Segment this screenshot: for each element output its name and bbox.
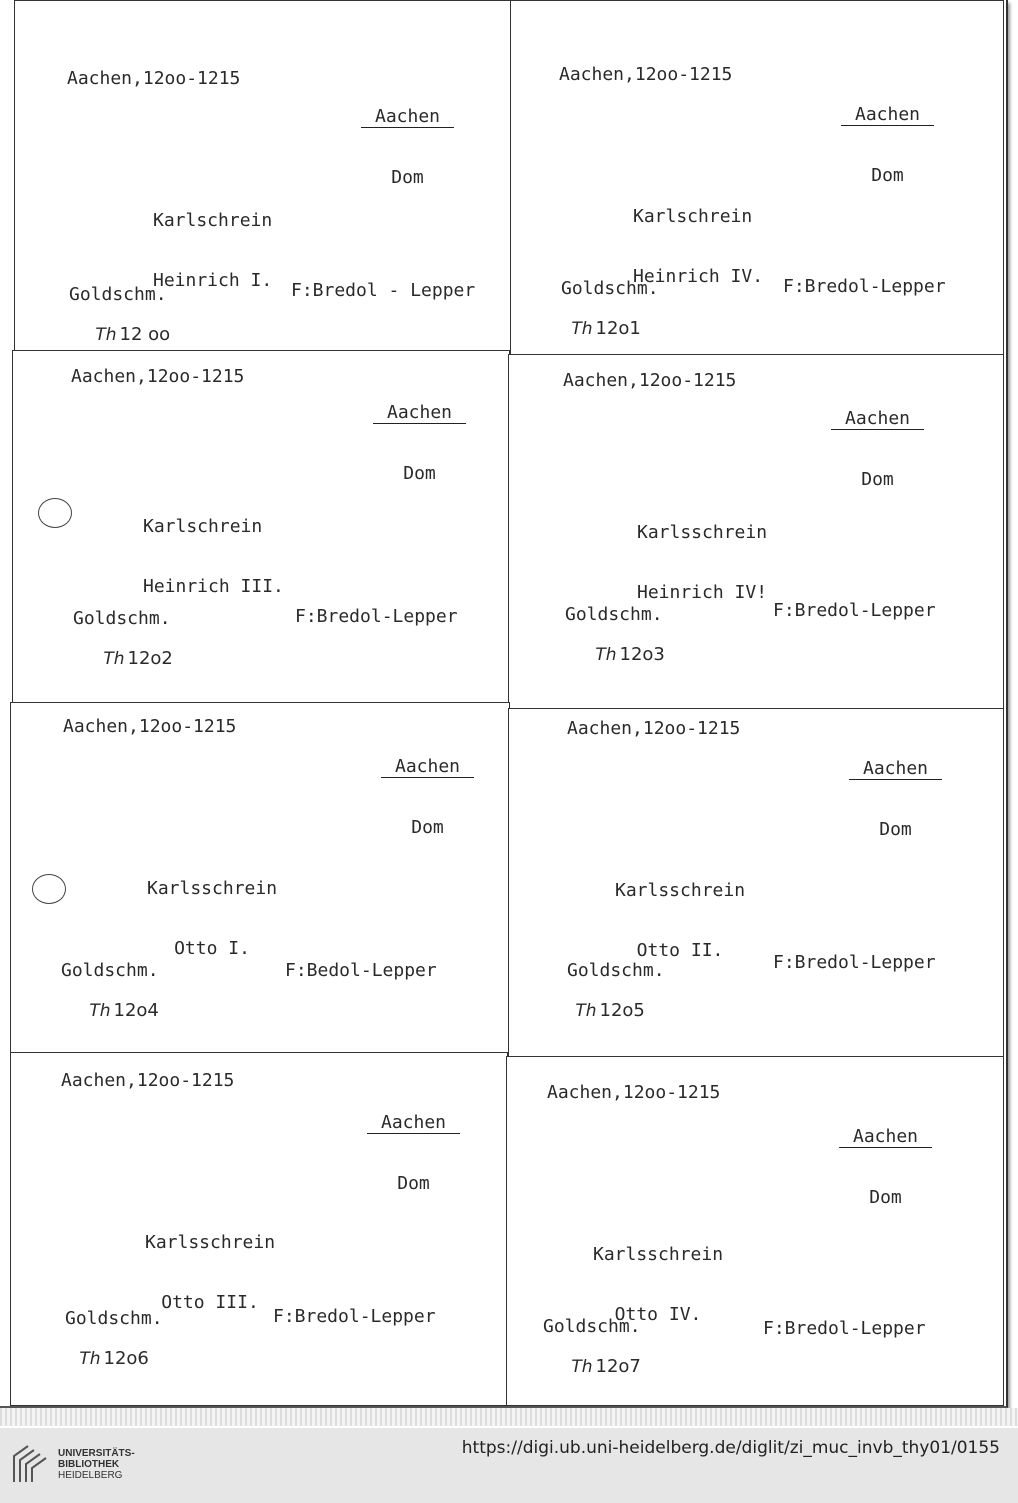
card-header: Aachen,12oo-1215 xyxy=(559,64,733,85)
card-number-value: 12 oo xyxy=(119,324,171,345)
card-title-line2: Otto IV. xyxy=(614,1304,702,1325)
punch-hole xyxy=(32,874,66,904)
card-location-city: Aachen xyxy=(361,107,454,128)
card-number-mark: Th xyxy=(571,1357,593,1377)
card-number-value: 12o3 xyxy=(619,644,665,665)
card-title-line2: Otto II. xyxy=(636,940,724,961)
card-header: Aachen,12oo-1215 xyxy=(563,370,737,391)
card-material: Goldschm. xyxy=(73,608,171,629)
card-number xyxy=(541,981,645,1041)
card-location-city: Aachen xyxy=(849,759,942,780)
card-number-mark: Th xyxy=(95,325,117,345)
card-number-mark: Th xyxy=(571,319,593,339)
card-number-mark: Th xyxy=(103,649,125,669)
card-photographer: F:Bedol-Lepper xyxy=(285,960,437,981)
card-title xyxy=(153,171,272,331)
card-number xyxy=(45,1329,149,1389)
index-card xyxy=(10,1052,508,1406)
index-card xyxy=(14,0,512,352)
card-location-sub: Dom xyxy=(869,1187,902,1208)
card-number-value: 12o2 xyxy=(127,648,173,669)
card-location-sub: Dom xyxy=(403,463,436,484)
library-name xyxy=(58,1448,135,1481)
card-number-value: 12o5 xyxy=(599,1000,645,1021)
card-header: Aachen,12oo-1215 xyxy=(63,716,237,737)
index-card xyxy=(510,0,1004,356)
card-location-sub: Dom xyxy=(879,819,912,840)
card-photographer: F:Bredol-Lepper xyxy=(773,600,936,621)
card-number xyxy=(561,625,665,685)
card-location-sub: Dom xyxy=(411,817,444,838)
card-title-line1: Karlschrein xyxy=(143,516,263,537)
card-location-sub: Dom xyxy=(861,469,894,490)
card-photographer: F:Bredol - Lepper xyxy=(291,280,476,301)
card-location-city: Aachen xyxy=(839,1127,932,1148)
card-location-city: Aachen xyxy=(831,409,924,430)
card-title-line2: Heinrich IV. xyxy=(633,266,764,287)
footer-bar xyxy=(0,1428,1018,1503)
index-card xyxy=(508,354,1004,710)
card-material: Goldschm. xyxy=(65,1308,163,1329)
scan-edge-strip xyxy=(0,1408,1018,1426)
library-logo-icon xyxy=(10,1442,52,1488)
card-header: Aachen,12oo-1215 xyxy=(71,366,245,387)
card-number-mark: Th xyxy=(89,1001,111,1021)
card-material: Goldschm. xyxy=(565,604,663,625)
card-number-mark: Th xyxy=(595,645,617,665)
card-title-line2: Heinrich IV! xyxy=(637,582,768,603)
index-card xyxy=(10,702,510,1054)
card-material: Goldschm. xyxy=(69,284,167,305)
card-location-city: Aachen xyxy=(367,1113,460,1134)
card-title-line2: Otto I. xyxy=(174,938,250,959)
card-photographer: F:Bredol-Lepper xyxy=(763,1318,926,1339)
card-photographer: F:Bredol-Lepper xyxy=(783,276,946,297)
card-material: Goldschm. xyxy=(61,960,159,981)
card-title-line1: Karlschrein xyxy=(633,206,753,227)
card-material: Goldschm. xyxy=(561,278,659,299)
card-title xyxy=(147,839,277,999)
card-location-sub: Dom xyxy=(397,1173,430,1194)
card-location xyxy=(831,369,924,530)
card-material: Goldschm. xyxy=(567,960,665,981)
card-location xyxy=(849,719,942,880)
card-number xyxy=(537,1337,641,1397)
punch-hole xyxy=(38,498,72,528)
index-card xyxy=(12,350,510,704)
card-photographer: F:Bredol-Lepper xyxy=(773,952,936,973)
card-number-value: 12o6 xyxy=(103,1348,149,1369)
card-photographer: F:Bredol-Lepper xyxy=(295,606,458,627)
card-location xyxy=(381,717,474,878)
card-title xyxy=(633,167,763,327)
card-photographer: F:Bredol-Lepper xyxy=(273,1306,436,1327)
library-name-line1: UNIVERSITÄTS- xyxy=(58,1448,135,1459)
card-number xyxy=(537,299,641,359)
card-location xyxy=(367,1073,460,1234)
card-number-value: 12o7 xyxy=(595,1356,641,1377)
card-title-line2: Heinrich III. xyxy=(143,576,284,597)
card-header: Aachen,12oo-1215 xyxy=(547,1082,721,1103)
card-title-line2: Otto III. xyxy=(161,1292,259,1313)
card-location xyxy=(361,67,454,228)
card-title xyxy=(145,1193,275,1353)
card-title-line1: Karlsschrein xyxy=(593,1244,724,1265)
card-title-line1: Karlschrein xyxy=(153,210,273,231)
card-location xyxy=(373,363,466,524)
card-location-city: Aachen xyxy=(381,757,474,778)
card-number-value: 12o4 xyxy=(113,1000,159,1021)
index-card xyxy=(508,708,1004,1058)
card-number-value: 12o1 xyxy=(595,318,641,339)
card-header: Aachen,12oo-1215 xyxy=(67,68,241,89)
card-material: Goldschm. xyxy=(543,1316,641,1337)
card-location xyxy=(839,1087,932,1248)
card-title-line1: Karlsschrein xyxy=(145,1232,276,1253)
card-header: Aachen,12oo-1215 xyxy=(567,718,741,739)
library-name-line2: BIBLIOTHEK xyxy=(58,1459,120,1470)
card-location-city: Aachen xyxy=(373,403,466,424)
card-title-line2: Heinrich I. xyxy=(153,270,273,291)
card-number-mark: Th xyxy=(575,1001,597,1021)
card-title-line1: Karlsschrein xyxy=(147,878,278,899)
card-number-mark: Th xyxy=(79,1349,101,1369)
index-card xyxy=(506,1056,1004,1406)
card-number xyxy=(55,981,159,1041)
source-url[interactable]: https://digi.ub.uni-heidelberg.de/diglit/zi_muc_invb_thy01/0155 xyxy=(461,1438,1000,1458)
card-title-line1: Karlsschrein xyxy=(637,522,768,543)
card-location-sub: Dom xyxy=(391,167,424,188)
card-title-line1: Karlsschrein xyxy=(615,880,746,901)
card-location xyxy=(841,65,934,226)
library-name-line3: HEIDELBERG xyxy=(58,1470,123,1481)
card-number xyxy=(69,629,173,689)
card-location-city: Aachen xyxy=(841,105,934,126)
card-location-sub: Dom xyxy=(871,165,904,186)
card-header: Aachen,12oo-1215 xyxy=(61,1070,235,1091)
